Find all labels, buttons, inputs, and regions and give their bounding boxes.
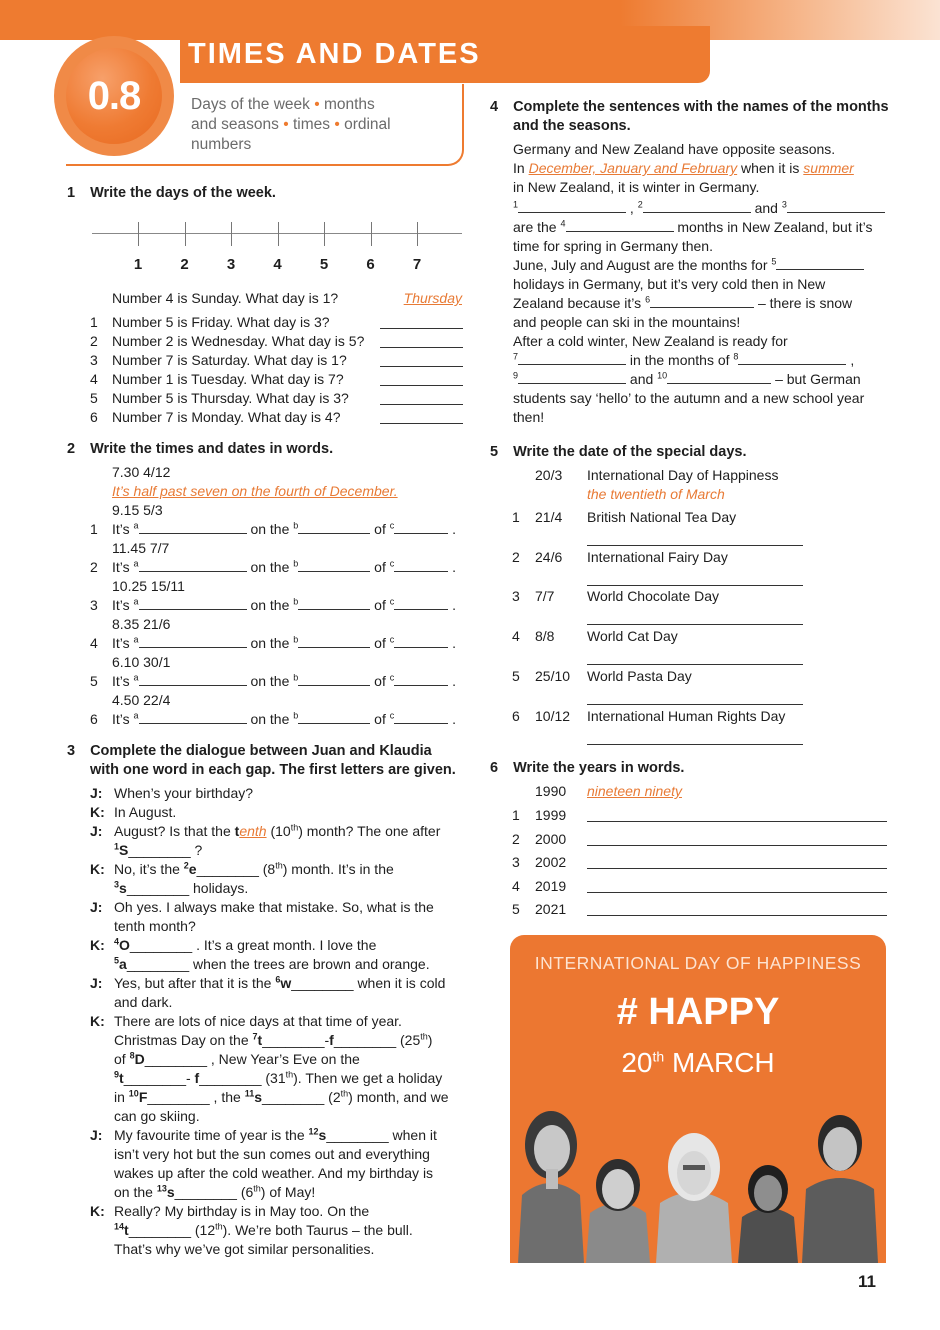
speaker: K:: [90, 804, 105, 820]
dialogue-line: isn’t very hot but the sun comes out and everything: [114, 1146, 430, 1162]
ex6-example-year: 1990: [535, 783, 567, 799]
ex2-item-cue: 9.15 5/3: [112, 502, 163, 518]
turn-text: [114, 822, 470, 860]
ex1-item-num: 3: [90, 352, 98, 368]
turn-text: [114, 936, 470, 974]
ex2-item-cue: 11.45 7/7: [112, 540, 170, 556]
turn-text: [114, 1126, 470, 1202]
ex5-item-num: 6: [512, 707, 520, 724]
dialogue-line: $^9$t________- f________ (31th). Then we get a holiday: [114, 1069, 443, 1086]
ex6-item-year: 1999: [535, 807, 567, 823]
ex1-item-question: Number 7 is Monday. What day is 4?: [112, 409, 341, 425]
speaker: J:: [90, 785, 103, 801]
ex1-item-num: 2: [90, 333, 98, 349]
ex5-item-name: World Chocolate Day: [587, 588, 720, 605]
ex4-example-answer-1: December, January and February: [528, 160, 738, 176]
ex5-answer-line: [587, 744, 803, 745]
ex2-item-frame: It’s $^a$ on the $^b$ of $^c$ .: [112, 596, 457, 613]
ex1-item-question: Number 1 is Tuesday. What day is 7?: [112, 371, 344, 387]
ex6-example-answer: nineteen ninety: [587, 783, 682, 799]
timeline-label: 2: [180, 256, 189, 273]
dialogue-line: Christmas Day on the $^7$t________-f________ (25th): [114, 1031, 433, 1048]
ex3-heading: 3 Complete the dialogue between Juan and Klaudia with one word in each gap. The first letters are given.: [67, 743, 456, 778]
dialogue-line: Really? My birthday is in May too. On the: [114, 1203, 370, 1219]
dialogue-line: $^1$S________ ?: [114, 841, 203, 858]
dialogue-line: on the $^{13}$s________ (6th) of May!: [114, 1183, 316, 1200]
group-photo: [510, 1085, 886, 1263]
ex2-item-frame: It’s $^a$ on the $^b$ of $^c$ .: [112, 710, 457, 727]
ex6-answer-line: [587, 868, 887, 869]
turn-text: [114, 1202, 470, 1259]
ex5-example-answer: the twentieth of March: [587, 486, 725, 502]
ex4-example-answer-2: summer: [803, 160, 854, 176]
dialogue-line: August? Is that the tenth (10th) month? The one after: [114, 822, 441, 839]
dialogue-line: Yes, but after that it is the $^6$w________ when it is cold: [114, 974, 446, 991]
ex6-item-year: 2021: [535, 901, 567, 917]
unit-subtitle: Days of the week • months and seasons • times • ordinal numbers: [191, 96, 391, 153]
ex1-answer-line: [380, 328, 463, 329]
turn-text: [114, 974, 470, 1012]
ex4-text: Germany and New Zealand have opposite seasons. In December, January and February when it is summer in New Zealand, it is winter in Germany. $^1$ , $^2$ and $^3$ are the $^4$ months in New Zealand, but it’s time for spring in Germany then. June, July and August are the months for $^5$ holidays in Germany, but it’s very cold then in New Zealand because it’s $^6$ – there is snow and people can ski in the mountains! After a cold winter, New Zealand is ready for $^7$ in the months of $^8$ , $^9$ and $^{10}$ – but German students say ‘hello’ to the autumn and a new school year then!: [513, 140, 893, 427]
poster-line1: INTERNATIONAL DAY OF HAPPINESS: [534, 953, 862, 973]
ex5-item-date: 8/8: [535, 628, 555, 645]
speaker: K:: [90, 937, 105, 953]
timeline-tick: [371, 222, 372, 246]
speaker: K:: [90, 1203, 105, 1219]
ex6-item-year: 2000: [535, 830, 567, 847]
subtitle-frame-line: [66, 164, 186, 166]
dialogue-line: $^4$O________ . It’s a great month. I love the: [114, 936, 377, 953]
dialogue-line: and dark.: [114, 994, 173, 1010]
ex5-item-date: 21/4: [535, 509, 563, 525]
ex1-answer-line: [380, 366, 463, 367]
ex5-item-date: 25/10: [535, 667, 571, 684]
dialogue-turn: [90, 898, 470, 936]
ex1-item-question: Number 5 is Friday. What day is 3?: [112, 314, 330, 330]
page-number: 11: [858, 1272, 876, 1291]
timeline-label: 5: [319, 256, 329, 273]
dialogue-line: tenth month?: [114, 918, 196, 934]
timeline-tick: [138, 222, 139, 246]
ex5-item-name: British National Tea Day: [587, 509, 737, 525]
ex1-answer-line: [380, 404, 463, 405]
ex1-answer-line: [380, 385, 463, 386]
turn-text: [114, 803, 470, 822]
ex2-item-cue: 8.35 21/6: [112, 616, 171, 632]
dialogue-line: $^3$s________ holidays.: [114, 879, 249, 896]
ex2-item-num: 2: [90, 559, 98, 575]
page-title: TIMES AND DATES: [188, 38, 481, 70]
timeline-label: 1: [133, 256, 143, 273]
ex2-item-cue: 6.10 30/1: [112, 654, 171, 670]
ex1-item-question: Number 5 is Thursday. What day is 3?: [112, 390, 349, 406]
poster-date: 20th MARCH: [621, 1047, 775, 1078]
dialogue-line: $^5$a________ when the trees are brown and orange.: [114, 955, 430, 972]
dialogue-turn: [90, 784, 470, 803]
dialogue-turn: [90, 1012, 470, 1126]
turn-text: [114, 1012, 470, 1126]
ex5-item-date: 7/7: [535, 588, 555, 605]
timeline-tick: [324, 222, 325, 246]
dialogue-turn: [90, 1126, 470, 1202]
dialogue-turn: [90, 1202, 470, 1259]
dialogue: [90, 784, 470, 1259]
ex5-item-date: 24/6: [535, 548, 563, 565]
timeline-tick: [278, 222, 279, 246]
ex5-item-num: 4: [512, 628, 520, 645]
ex1-item-question: Number 2 is Wednesday. What day is 5?: [112, 333, 365, 349]
dialogue-line: No, it’s the $^2$e________ (8th) month. It’s in the: [114, 860, 394, 877]
ex2-example-answer: It’s half past seven on the fourth of December.: [112, 483, 398, 499]
ex2-item-num: 5: [90, 673, 98, 689]
speaker: J:: [90, 1127, 103, 1143]
dialogue-line: wakes up after the cold weather. And my birthday is: [114, 1165, 434, 1181]
ex5-answer-line: [587, 664, 803, 665]
ex2-item-frame: It’s $^a$ on the $^b$ of $^c$ .: [112, 558, 457, 575]
turn-text: [114, 784, 470, 803]
ex2-heading: 2 Write the times and dates in words.: [67, 441, 334, 457]
ex5-item-name: World Pasta Day: [587, 667, 692, 684]
unit-badge: 0.8: [66, 48, 162, 144]
ex1-item-num: 1: [90, 314, 98, 330]
turn-text: [114, 898, 470, 936]
ex2-item-num: 1: [90, 521, 98, 537]
ex6-item-num: 3: [512, 854, 520, 870]
ex6-answer-line: [587, 821, 887, 822]
dialogue-line: When’s your birthday?: [114, 785, 254, 801]
ex5-example-date: 20/3: [535, 467, 563, 483]
ex2-item-frame: It’s $^a$ on the $^b$ of $^c$ .: [112, 520, 457, 537]
ex2-item-frame: It’s $^a$ on the $^b$ of $^c$ .: [112, 672, 457, 689]
ex6-answer-line: [587, 915, 887, 916]
ex2-example-cue: 7.30 4/12: [112, 464, 171, 480]
dialogue-turn: [90, 803, 470, 822]
dialogue-line: in $^{10}$F________ , the $^{11}$s________ (2th) month, and we: [114, 1088, 449, 1105]
ex5-item-date: 10/12: [535, 707, 571, 724]
ex5-answer-line: [587, 545, 803, 546]
ex6-item-num: 5: [512, 901, 520, 917]
ex2-item-frame: It’s $^a$ on the $^b$ of $^c$ .: [112, 634, 457, 651]
dialogue-line: In August.: [114, 804, 177, 820]
timeline-tick: [185, 222, 186, 246]
ex5-example-name: International Day of Happiness: [587, 467, 779, 483]
ex1-answer-line: [380, 423, 463, 424]
ex5-item-name: World Cat Day: [587, 628, 678, 645]
ex6-item-num: 4: [512, 877, 520, 894]
timeline-label: 4: [273, 256, 282, 273]
ex5-item-name: International Human Rights Day: [587, 707, 786, 724]
ex5-item-name: International Fairy Day: [587, 548, 728, 565]
ex6-answer-line: [587, 845, 887, 846]
poster-hashtag: # HAPPY: [616, 991, 780, 1033]
ex5-answer-line: [587, 624, 803, 625]
ex6-item-year: 2019: [535, 877, 567, 894]
speaker: J:: [90, 899, 103, 915]
dialogue-turn: [90, 822, 470, 860]
ex6-heading: 6 Write the years in words.: [490, 760, 685, 776]
ex2-item-cue: 10.25 15/11: [112, 578, 185, 594]
dialogue-line: $^{14}$t________ (12th). We’re both Taurus – the bull.: [114, 1221, 413, 1238]
speaker: J:: [90, 975, 103, 991]
ex6-answer-line: [587, 892, 887, 893]
ex1-answer-line: [380, 347, 463, 348]
ex3-example-answer: enth: [239, 823, 267, 839]
timeline-tick: [231, 222, 232, 246]
dialogue-line: of $^8$D________ , New Year’s Eve on the: [114, 1050, 360, 1067]
ex5-item-num: 5: [512, 667, 520, 684]
timeline-label: 6: [366, 256, 375, 273]
ex5-heading: 5 Write the date of the special days.: [490, 444, 747, 460]
dialogue-turn: [90, 860, 470, 898]
ex1-example-answer: Thursday: [403, 290, 462, 306]
turn-text: [114, 860, 470, 898]
happiness-poster: [510, 935, 886, 1263]
dialogue-turn: [90, 974, 470, 1012]
timeline-tick: [417, 222, 418, 246]
speaker: K:: [90, 1013, 105, 1029]
dialogue-line: That’s why we’ve got similar personalities.: [114, 1241, 375, 1257]
ex1-item-num: 5: [90, 390, 98, 406]
ex1-item-num: 6: [90, 409, 98, 425]
ex6-item-num: 2: [512, 830, 520, 847]
ex6-item-num: 1: [512, 807, 520, 823]
ex1-example: Number 4 is Sunday. What day is 1? Thursday: [112, 290, 462, 306]
ex2-item-cue: 4.50 22/4: [112, 692, 171, 708]
speaker: K:: [90, 861, 105, 877]
dialogue-line: There are lots of nice days at that time of year.: [114, 1013, 402, 1029]
speaker: J:: [90, 823, 103, 839]
ex5-answer-line: [587, 704, 803, 705]
ex1-item-question: Number 7 is Saturday. What day is 1?: [112, 352, 347, 368]
ex1-item-num: 4: [90, 371, 98, 387]
ex2-item-num: 3: [90, 597, 98, 613]
ex5-item-num: 1: [512, 509, 520, 525]
timeline-label: 7: [412, 256, 422, 273]
dialogue-line: can go skiing.: [114, 1108, 200, 1124]
dialogue-line: Oh yes. I always make that mistake. So, what is the: [114, 899, 434, 915]
ex2-item-num: 4: [90, 635, 98, 651]
ex1-heading: 1 Write the days of the week.: [67, 185, 276, 201]
ex2-item-num: 6: [90, 711, 98, 727]
ex5-item-num: 3: [512, 588, 520, 605]
ex4-heading: 4 Complete the sentences with the names of the months and the seasons.: [490, 99, 889, 134]
ex6-item-year: 2002: [535, 854, 567, 870]
timeline-label: 3: [226, 256, 236, 273]
dialogue-turn: [90, 936, 470, 974]
ex5-answer-line: [587, 585, 803, 586]
dialogue-line: My favourite time of year is the $^{12}$s________ when it: [114, 1126, 437, 1143]
ex5-item-num: 2: [512, 548, 520, 565]
